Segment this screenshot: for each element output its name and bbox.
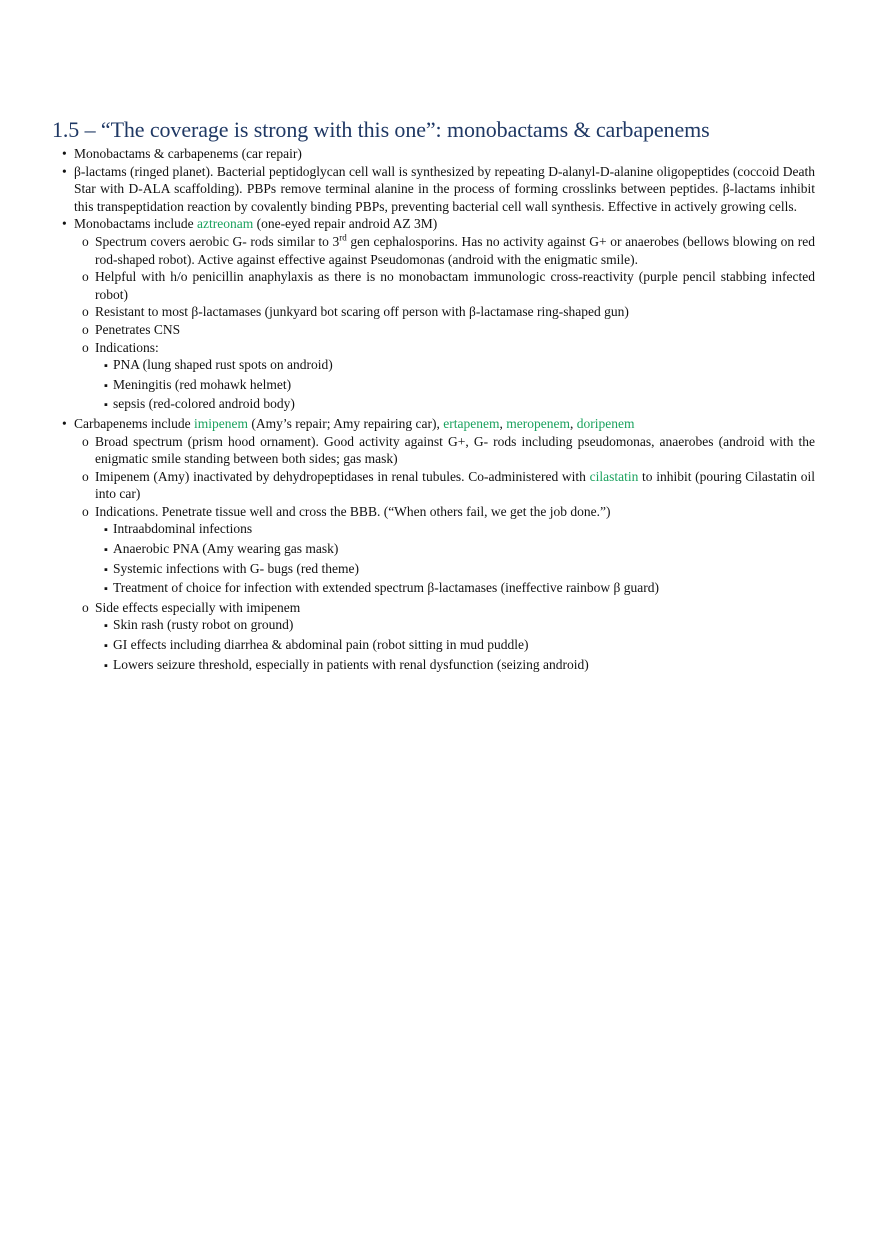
square-marker: ▪ [104, 360, 108, 373]
list-item [104, 540, 815, 560]
drug-imipenem: imipenem [193, 415, 248, 431]
list-item [104, 616, 815, 636]
sub-marker: o [82, 233, 89, 249]
sub-text: Side effects especially with imipenem [95, 599, 301, 615]
square-marker: ▪ [104, 563, 108, 576]
square-marker: ▪ [104, 659, 108, 672]
sub-text: Spectrum covers aerobic G- rods similar to 3 [95, 233, 340, 249]
list-item [104, 376, 815, 396]
drug-ertapenem: ertapenem [443, 415, 500, 431]
sub-item-cns [82, 321, 815, 339]
sub-item-spectrum [82, 233, 815, 268]
item-text: Lowers seizure threshold, especially in patients with renal dysfunction (seizing android) [113, 656, 589, 672]
square-marker: ▪ [104, 583, 108, 596]
bullet-monobactams [62, 215, 815, 233]
bullet-carbapenems [62, 415, 815, 433]
separator: , [499, 415, 507, 431]
drug-cilastatin: cilastatin [589, 468, 639, 484]
superscript: rd [339, 232, 347, 243]
bullet-marker: • [62, 163, 67, 179]
bullet-text: Monobactams include [74, 216, 197, 232]
item-text: Skin rash (rusty robot on ground) [113, 617, 294, 633]
sub-marker: o [82, 433, 89, 449]
sub-text: Indications. Penetrate tissue well and cross the BBB. (“When others fail, we get the job done.”) [95, 503, 611, 519]
list-item [104, 579, 815, 599]
bullet-text: Monobactams & carbapenems (car repair) [74, 146, 302, 161]
sub-item-anaphylaxis [82, 268, 815, 303]
drug-doripenem: doripenem [576, 415, 635, 431]
sub-item-broad-spectrum [82, 433, 815, 468]
list-item [104, 656, 815, 676]
sub-marker: o [82, 468, 89, 484]
square-marker: ▪ [104, 524, 108, 537]
item-text: Meningitis (red mohawk helmet) [113, 376, 292, 392]
sub-text: Helpful with h/o penicillin anaphylaxis as there is no monobactam immunologic cross-reactivity (purple pencil stabbing infected robot) [95, 269, 815, 302]
item-text: Treatment of choice for infection with extended spectrum β-lactamases (ineffective rainbow β guard) [113, 580, 660, 596]
item-text: Intraabdominal infections [113, 521, 253, 537]
sub-item-side-effects [82, 599, 815, 617]
item-text: GI effects including diarrhea & abdominal pain (robot sitting in mud puddle) [113, 637, 529, 653]
bullet-marker: • [62, 415, 67, 431]
item-text: Anaerobic PNA (Amy wearing gas mask) [113, 541, 339, 557]
square-marker: ▪ [104, 544, 108, 557]
drug-aztreonam: aztreonam [196, 216, 254, 232]
sub-marker: o [82, 304, 89, 320]
sub-text: Indications: [95, 339, 159, 355]
square-marker: ▪ [104, 620, 108, 633]
square-marker: ▪ [104, 640, 108, 653]
sub-item-indications [82, 339, 815, 357]
sub-marker: o [82, 339, 89, 355]
sub-text: to inhibit (pouring Cilastatin oil into car) [95, 468, 815, 502]
bullet-text: (one-eyed repair android AZ 3M) [253, 216, 438, 232]
sub-marker: o [82, 321, 89, 337]
square-marker: ▪ [104, 379, 108, 392]
bullet-text: Carbapenems include [74, 415, 194, 431]
bullet-marker: • [62, 216, 67, 232]
item-text: Systemic infections with G- bugs (red theme) [113, 560, 359, 576]
sub-item-resistant [82, 303, 815, 321]
bullet-text: (Amy’s repair; Amy repairing car), [247, 415, 444, 431]
item-text: sepsis (red-colored android body) [113, 396, 295, 412]
section-title: 1.5 – “The coverage is strong with this one”: monobactams & carbapenems [52, 117, 710, 142]
bullet-marker: • [62, 146, 67, 161]
drug-meropenem: meropenem [506, 415, 570, 431]
bullet-text: β-lactams (ringed planet). Bacterial peptidoglycan cell wall is synthesized by repeating D-alanyl-D-alanine oligopeptides (coccoid Death Star with D-ALA scaffolding). PBPs remove terminal alanine in the process of forming crosslinks between peptides. β-lactams inhibit this transpeptidation reaction by covalently binding PBPs, preventing bacterial cell wall synthesis. Effective in actively growing cells. [74, 163, 815, 214]
list-item [104, 636, 815, 656]
sub-marker: o [82, 599, 89, 615]
sub-text: gen cephalosporins. Has no activity against G+ or anaerobes (bellows blowing on red rod-shaped robot). Active against effective against Pseudomonas (android with the enigmatic smile). [95, 233, 816, 267]
bullet-monobactams-carbapenems [62, 145, 815, 163]
sub-text: Resistant to most β-lactamases (junkyard bot scaring off person with β-lactamase ring-shaped gun) [95, 304, 629, 320]
sub-marker: o [82, 269, 89, 285]
sub-item-carbapenem-indications [82, 503, 815, 521]
list-item [104, 356, 815, 376]
sub-text: Penetrates CNS [95, 321, 181, 337]
sub-text: Broad spectrum (prism hood ornament). Good activity against G+, G- rods including pseudomonas, anaerobes (android with the enigmatic smile standing between both sides; gas mask) [95, 433, 815, 467]
notes-body [62, 145, 815, 675]
separator: , [569, 415, 577, 431]
list-item [104, 560, 815, 580]
list-item [104, 520, 815, 540]
item-text: PNA (lung shaped rust spots on android) [113, 357, 333, 373]
square-marker: ▪ [104, 399, 108, 412]
sub-item-imipenem-inactivation [82, 468, 815, 503]
sub-marker: o [82, 503, 89, 519]
bullet-beta-lactams [62, 163, 815, 216]
list-item [104, 395, 815, 415]
sub-text: Imipenem (Amy) inactivated by dehydropeptidases in renal tubules. Co-administered with [95, 468, 590, 484]
